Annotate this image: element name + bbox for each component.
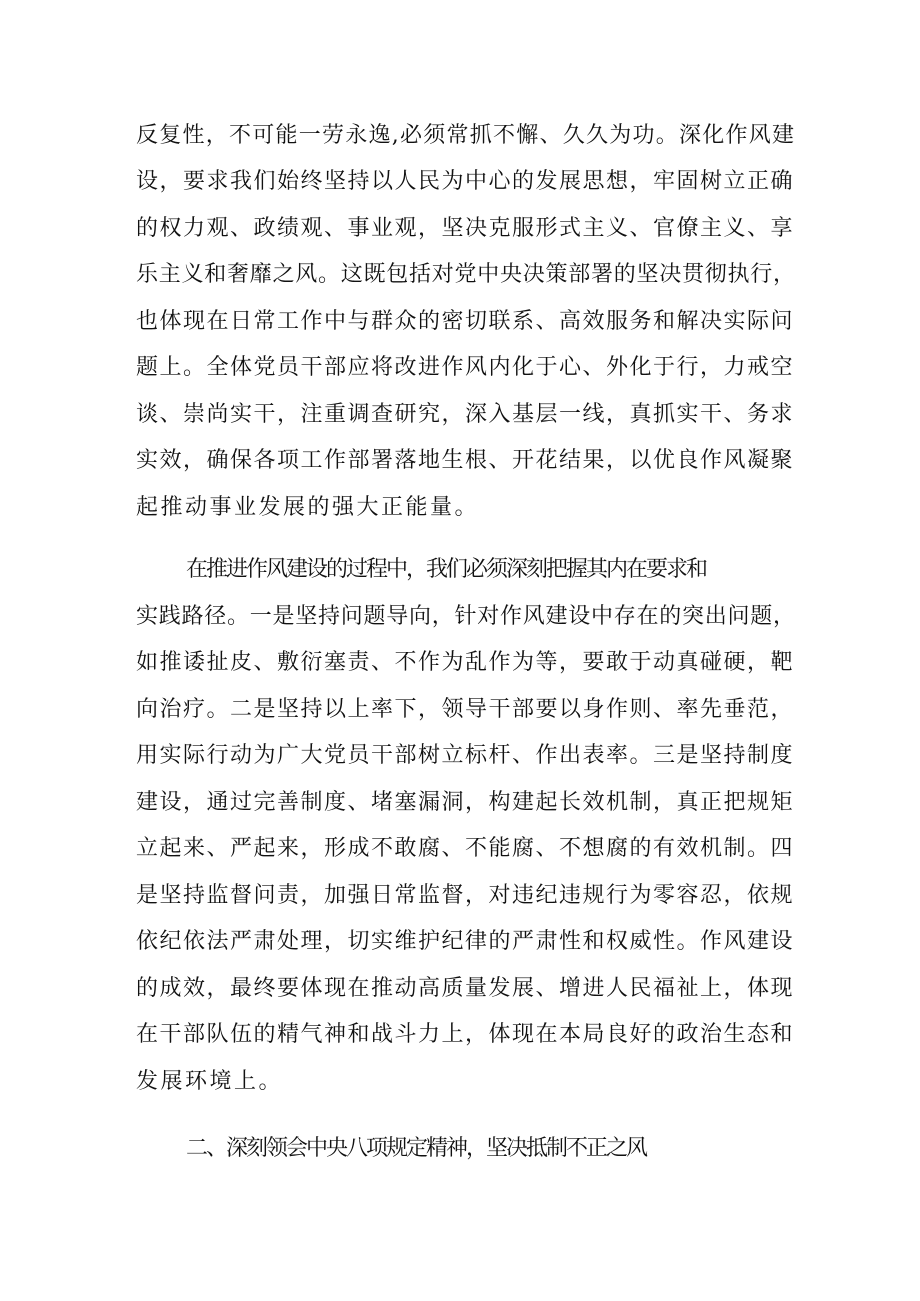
paragraph-2-line-5: 用实际行动为广大党员干部树立标杆、作出表率。三是坚持制度 bbox=[136, 743, 795, 768]
paragraph-2-line-9: 依纪依法严肃处理，切实维护纪律的严肃性和权威性。作风建设 bbox=[136, 929, 795, 954]
paragraph-1-line-6: 题上。全体党员干部应将改进作风内化于心、外化于行，力戒空 bbox=[136, 355, 795, 380]
paragraph-1-line-1: 反复性，不可能一劳永逸,必须常抓不懈、久久为功。深化作风建 bbox=[136, 123, 796, 148]
paragraph-1-line-4: 乐主义和奢靡之风。这既包括对党中央决策部署的坚决贯彻执行， bbox=[136, 262, 796, 287]
paragraph-1-line-3: 的权力观、政绩观、事业观，坚决克服形式主义、官僚主义、享 bbox=[136, 216, 795, 241]
paragraph-1-line-2: 设，要求我们始终坚持以人民为中心的发展思想，牢固树立正确 bbox=[136, 169, 795, 194]
paragraph-2-line-4: 向治疗。二是坚持以上率下，领导干部要以身作则、率先垂范， bbox=[136, 697, 795, 722]
paragraph-1-line-9: 起推动事业发展的强大正能量。 bbox=[136, 495, 480, 520]
paragraph-2-line-1: 在推进作风建设的过程中，我们必须深刻把握其内在要求和 bbox=[186, 557, 707, 582]
section-heading: 二、深刻领会中央八项规定精神，坚决抵制不正之风 bbox=[186, 1136, 647, 1161]
paragraph-2-line-10: 的成效，最终要体现在推动高质量发展、增进人民福祉上，体现 bbox=[136, 976, 795, 1001]
paragraph-2-line-2: 实践路径。一是坚持问题导向，针对作风建设中存在的突出问题， bbox=[136, 604, 796, 629]
paragraph-1-line-5: 也体现在日常工作中与群众的密切联系、高效服务和解决实际问 bbox=[136, 309, 795, 334]
paragraph-2-line-6: 建设，通过完善制度、堵塞漏洞，构建起长效机制，真正把规矩 bbox=[136, 790, 795, 815]
paragraph-2-line-8: 是坚持监督问责，加强日常监督，对违纪违规行为零容忍，依规 bbox=[136, 883, 795, 908]
paragraph-1-line-7: 谈、崇尚实干，注重调查研究，深入基层一线，真抓实干、务求 bbox=[136, 402, 795, 427]
paragraph-2-line-11: 在干部队伍的精气神和战斗力上，体现在本局良好的政治生态和 bbox=[136, 1022, 795, 1047]
paragraph-2-line-7: 立起来、严起来，形成不敢腐、不能腐、不想腐的有效机制。四 bbox=[136, 836, 795, 861]
paragraph-1-line-8: 实效，确保各项工作部署落地生根、开花结果，以优良作风凝聚 bbox=[136, 448, 795, 473]
paragraph-2-line-12: 发展环境上。 bbox=[136, 1069, 284, 1094]
paragraph-2-line-3: 如推诿扯皮、敷衍塞责、不作为乱作为等，要敢于动真碰硬，靶 bbox=[136, 650, 795, 675]
